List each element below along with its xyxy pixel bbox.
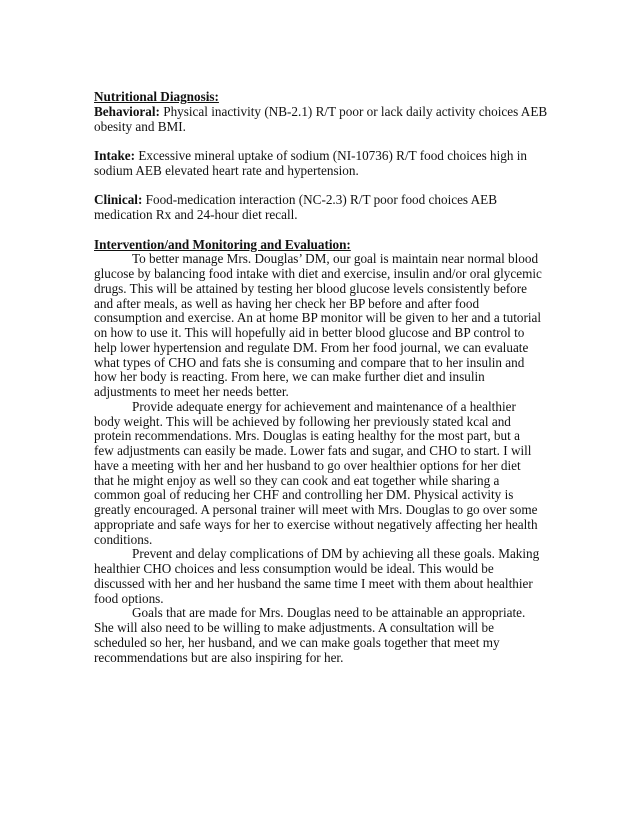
paragraph-line: To better manage Mrs. Douglas’ DM, our goal is maintain near normal blood — [132, 251, 539, 267]
paragraph-line: Prevent and delay complications of DM by achieving all these goals. Making — [132, 546, 540, 562]
paragraph-line: Provide adequate energy for achievement and maintenance of a healthier — [132, 398, 516, 414]
paragraph-line: Goals that are made for Mrs. Douglas need to be attainable an appropriate. — [132, 605, 526, 621]
paragraph-line: scheduled so her, her husband, and we can make goals together that meet my — [94, 634, 500, 650]
paragraph — [94, 252, 564, 400]
paragraph-line: greatly encouraged. A personal trainer will meet with Mrs. Douglas to go over some — [94, 502, 538, 517]
paragraph-line: glucose by balancing food intake with diet and exercise, insulin and/or oral glycemic — [94, 266, 542, 281]
paragraph-line: healthier CHO choices and less consumption would be ideal. This would be — [94, 561, 494, 576]
intake-line-2: sodium AEB elevated heart rate and hypertension. — [94, 162, 359, 178]
paragraph-line: have a meeting with her and her husband to go over healthier options for her diet — [94, 457, 521, 473]
paragraph-line: drugs. This will be attained by testing her blood glucose levels consistently before — [94, 280, 528, 296]
behavioral-line-1 — [94, 105, 564, 120]
intake-line-1 — [94, 149, 564, 164]
paragraph — [94, 606, 564, 665]
paragraph-line: common goal of reducing her CHF and controlling her DM. Physical activity is — [94, 487, 514, 503]
paragraph-line: She will also need to be willing to make adjustments. A consultation will be — [94, 620, 494, 635]
paragraph — [94, 547, 564, 606]
paragraph-line: how her body is reacting. From here, we can make further diet and insulin — [94, 369, 485, 385]
document-page — [94, 90, 564, 665]
paragraph-line: discussed with her and her husband the same time I meet with them about healthier — [94, 575, 533, 591]
intervention-heading: Intervention/and Monitoring and Evaluation: — [94, 236, 351, 252]
behavioral-line-2: obesity and BMI. — [94, 118, 186, 134]
clinical-label: Clinical: — [94, 192, 143, 208]
paragraph-line: recommendations but are also inspiring for her. — [94, 649, 344, 665]
intervention-body — [94, 252, 564, 665]
behavioral-text: Physical inactivity (NB-2.1) R/T poor or lack daily activity choices AEB — [159, 103, 548, 119]
paragraph-line: that he might enjoy as well so they can cook and eat together while sharing a — [94, 472, 500, 488]
paragraph-line: adjustments to meet her needs better. — [94, 384, 289, 399]
paragraph-line: conditions. — [94, 531, 153, 547]
clinical-line-1 — [94, 193, 564, 208]
intake-label: Intake: — [94, 148, 136, 163]
paragraph — [94, 400, 564, 548]
paragraph-line: food options. — [94, 590, 164, 606]
clinical-text: Food-medication interaction (NC-2.3) R/T poor food choices AEB — [142, 192, 498, 208]
behavioral-label: Behavioral: — [94, 103, 160, 119]
paragraph-line: consumption and exercise. An at home BP monitor will be given to her and a tutorial — [94, 310, 542, 326]
paragraph-line: what types of CHO and fats she is consuming and compare that to her insulin and — [94, 354, 525, 370]
paragraph-line: body weight. This will be achieved by following her previously stated kcal and — [94, 413, 511, 429]
paragraph-line: protein recommendations. Mrs. Douglas is eating healthy for the most part, but a — [94, 428, 520, 444]
paragraph-line: and after meals, as well as having her check her BP before and after food — [94, 295, 480, 311]
paragraph-line: appropriate and safe ways for her to exercise without negatively affecting her health — [94, 516, 538, 532]
clinical-line-2: medication Rx and 24-hour diet recall. — [94, 207, 298, 222]
paragraph-line: help lower hypertension and regulate DM. From her food journal, we can evaluate — [94, 339, 529, 355]
paragraph-line: few adjustments can easily be made. Lower fats and sugar, and CHO to start. I will — [94, 443, 532, 458]
intake-text: Excessive mineral uptake of sodium (NI-10736) R/T food choices high in — [135, 148, 528, 163]
paragraph-line: on how to use it. This will hopefully aid in better blood glucose and BP control to — [94, 325, 525, 340]
nutritional-diagnosis-heading: Nutritional Diagnosis: — [94, 89, 219, 104]
